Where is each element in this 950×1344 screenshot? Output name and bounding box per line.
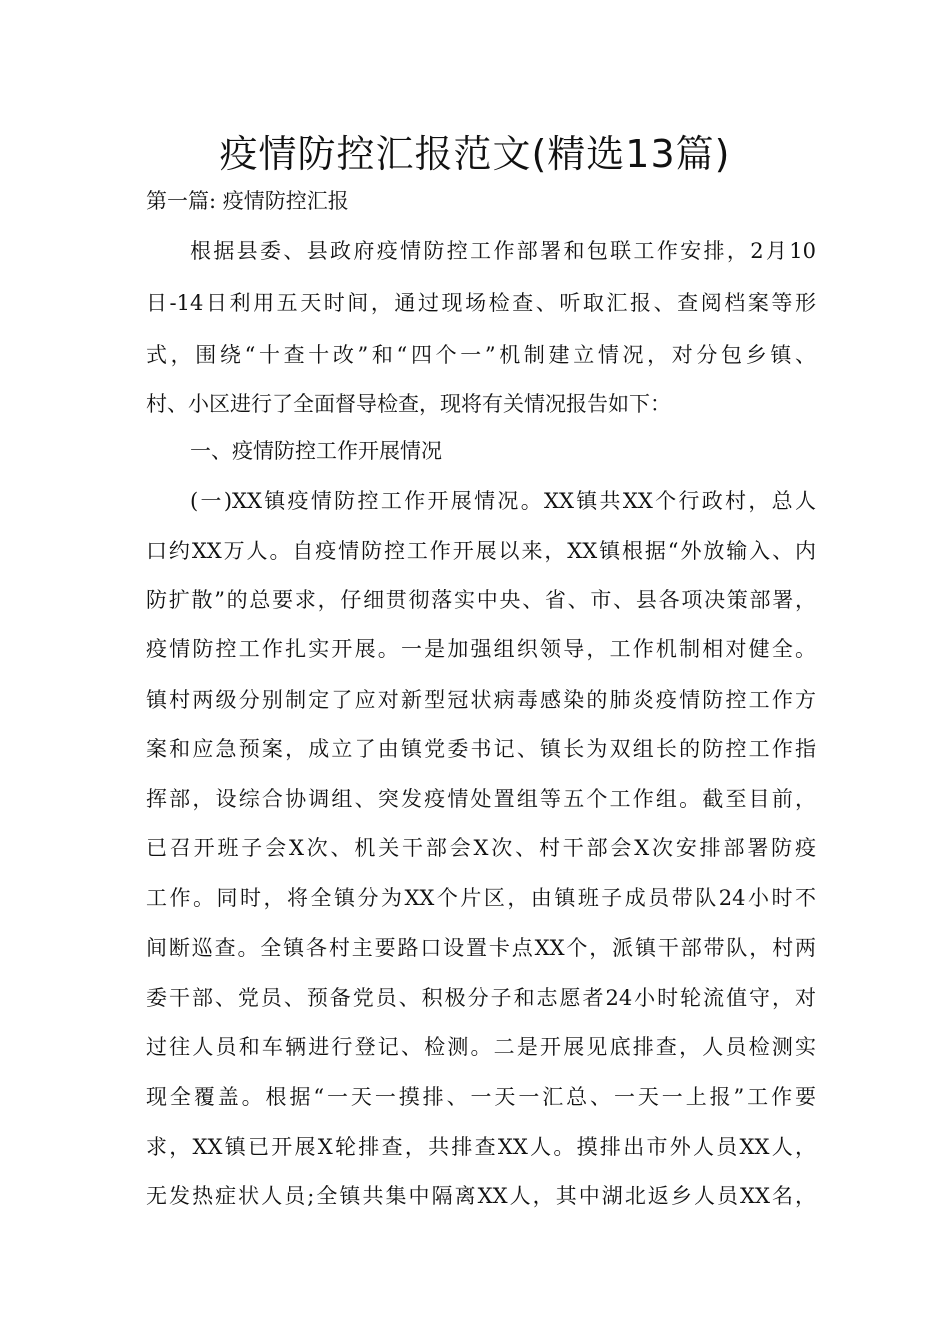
paragraph-line: 防扩散”的总要求，仔细贯彻落实中央、省、市、县各项决策部署， [146,588,816,612]
paragraph-line: 无发热症状人员;全镇共集中隔离XX人，其中湖北返乡人员XX名， [146,1184,816,1208]
document-title: 疫情防控汇报范文(精选13篇) [219,132,731,176]
paragraph-line: 求，XX镇已开展X轮排查，共排查XX人。摸排出市外人员XX人， [146,1135,816,1159]
paragraph-line: 现全覆盖。根据“一天一摸排、一天一汇总、一天一上报”工作要 [146,1085,816,1109]
paragraph-line: 过往人员和车辆进行登记、检测。二是开展见底排查，人员检测实 [146,1035,816,1059]
subsection-heading: 一、疫情防控工作开展情况 [190,439,442,463]
paragraph-line: 村、小区进行了全面督导检查，现将有关情况报告如下： [146,392,671,416]
paragraph-line: 委干部、党员、预备党员、积极分子和志愿者24小时轮流值守，对 [146,986,816,1010]
paragraph-line: (一)XX镇疫情防控工作开展情况。XX镇共XX个行政村，总人 [190,489,816,513]
paragraph-line: 口约XX万人。自疫情防控工作开展以来，XX镇根据“外放输入、内 [146,539,816,563]
paragraph-line: 案和应急预案，成立了由镇党委书记、镇长为双组长的防控工作指 [146,737,816,761]
paragraph-line: 根据县委、县政府疫情防控工作部署和包联工作安排，2月10 [190,239,816,263]
paragraph-line: 挥部，设综合协调组、突发疫情处置组等五个工作组。截至目前， [146,787,816,811]
paragraph-line: 疫情防控工作扎实开展。一是加强组织领导，工作机制相对健全。 [146,637,816,661]
paragraph-line: 式，围绕“十查十改”和“四个一”机制建立情况，对分包乡镇、 [146,343,816,367]
paragraph-line: 工作。同时，将全镇分为XX个片区，由镇班子成员带队24小时不 [146,886,816,910]
section-heading: 第一篇: 疫情防控汇报 [146,189,349,213]
paragraph-line: 日-14日利用五天时间，通过现场检查、听取汇报、查阅档案等形 [146,291,816,315]
paragraph-line: 镇村两级分别制定了应对新型冠状病毒感染的肺炎疫情防控工作方 [146,688,816,712]
paragraph-line: 间断巡查。全镇各村主要路口设置卡点XX个，派镇干部带队，村两 [146,936,816,960]
paragraph-line: 已召开班子会X次、机关干部会X次、村干部会X次安排部署防疫 [146,836,816,860]
